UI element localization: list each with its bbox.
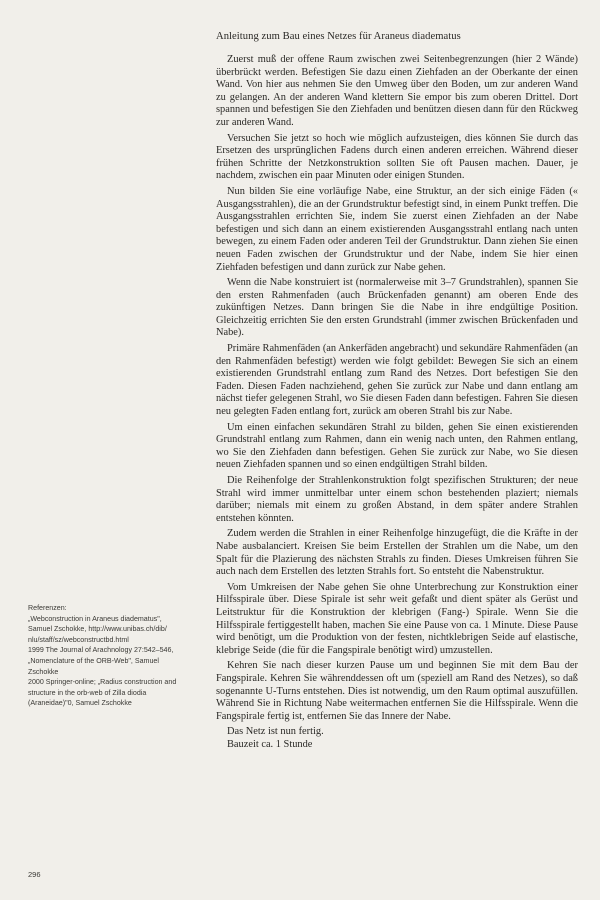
paragraph: Zudem werden die Strahlen in einer Reihenfolge hinzugefügt, die die Kräfte in der Nabe ausbalanciert. Kreisen Sie beim Erstellen der Strahlen um die Nabe, um den Spalt für die Plazierung des nächsten Strahls zu finden. Dieses Umkreisen führen Sie auch nach dem Erstellen des letzten Strahls fort. So entsteht die Nabenstruktur. [216,528,578,578]
reference-line: Referenzen: [28,604,67,612]
references [28,603,200,709]
paragraph: Das Netz ist nun fertig. [227,726,324,738]
paragraph: Zuerst muß der offene Raum zwischen zwei Seitenbegrenzungen (hier 2 Wände) überbrückt werden. Befestigen Sie dazu einen Ziehfaden an der Oberkante der einen Wand. Von hier aus nehmen Sie den Umweg über den Boden, um zur anderen Wand zu gelangen. An der anderen Wand klettern Sie empor bis zum oberen Drittel. Dort spannen und befestigen Sie den Ziehfaden und benützen diesen dann für den Rückweg zur anderen Wand. [216,54,578,128]
paragraph: Primäre Rahmenfäden (an Ankerfäden angebracht) und sekundäre Rahmenfäden (an den Rahmenfäden befestigt) werden wie folgt gebildet: Bewegen Sie sich an einem existierenden Grundstrahl entlang zum Rand des Netzes. Dort befestigen Sie den Faden. Diesen Faden nachziehend, gehen Sie zurück zur Nabe und dann entlang am nächst tiefer gelegenen Strahl, wo Sie diesen Faden dann befestigen. Fahren Sie diesen neu gelegten Faden entlang fort, zurück am oberen Strahl bis zur Nabe. [216,343,578,418]
reference-line: „Nomenclature of the ORB-Web", Samuel [28,656,159,665]
body-text [216,54,578,751]
reference-line: 2000 Springer-online; „Radius construction and [28,678,177,687]
reference-line: „Webconstruction in Araneus diadematus", [28,614,162,623]
reference-line: 1999 The Journal of Arachnology 27:542–546, [28,646,174,655]
paragraph: Wenn die Nabe konstruiert ist (normalerweise mit 3–7 Grundstrahlen), spannen Sie den ersten Rahmenfaden (auch Brückenfaden genannt) am oberen Ende des zukünftigen Netzes. Dann bringen Sie die Nabe in ihre endgültige Position. Gleichzeitig errichten Sie den ersten Grundstrahl (immer zwischen Brückenfaden und Nabe). [216,277,578,339]
paragraph: Versuchen Sie jetzt so hoch wie möglich aufzusteigen, dies können Sie durch das Ersetzen des ursprünglichen Fadens durch einen anderen erreichen. Während dieser frühen Schritte der Netzkonstruktion sollten Sie oft Pausen machen. Dauer, je nachdem, zwischen ein paar Minuten oder einigen Stunden. [216,132,578,182]
paragraph: Nun bilden Sie eine vorläufige Nabe, eine Struktur, an der sich einige Fäden (« Ausgangsstrahlen), die an der Grundstruktur befestigt sind, in einem Punkt treffen. Die Ausgangsstrahlen errichten Sie, indem Sie zuerst einen Ziehfaden an der Nabe befestigen und sich dann an einem existierenden Ausgangsstrahl entlang nach unten bewegen, zu einem Faden oder anderen Teil der Grundstruktur. Dann ziehen Sie einen neuen Faden zwischen der Grundstruktur und der Nabe, indem Sie hier einen Ziehfaden befestigen und dann zurück zur Nabe gehen. [216,185,578,273]
reference-line: structure in the orb-web of Zilla diodia [28,688,147,697]
reference-line: Samuel Zschokke, http://www.unibas.ch/dib/ [28,625,167,634]
reference-line: Zschokke [28,667,59,676]
paragraph: Kehren Sie nach dieser kurzen Pause um und beginnen Sie mit dem Bau der Fangspirale. Kehren Sie währenddessen oft um (speziell am Rand des Netzes), so daß sogenannte U-Turns entstehen. Dies ist notwendig, um den Raum optimal auszufüllen. Während Sie in Richtung Nabe weitermachen entfernen Sie die Hilfsspirale. Wenn die Fangspirale fertig ist, entfernen Sie das Innere der Nabe. [216,660,578,722]
paragraph: Um einen einfachen sekundären Strahl zu bilden, gehen Sie einen existierenden Grundstrahl entlang zum Rahmen, dann ein wenig nach unten, den Rahmen entlang, wo Sie den Ziehfaden dann befestigen. Gehen Sie zurück zur Nabe, wo Sie diesen neuen Ziehfaden spannen und so einen endgültigen Strahl bilden. [216,421,578,471]
reference-line: nlu/staff/sz/webconstructbd.html [28,635,129,644]
paragraph: Bauzeit ca. 1 Stunde [227,738,313,750]
paragraph: Die Reihenfolge der Strahlenkonstruktion folgt spezifischen Strukturen; der neue Strahl wird immer unmittelbar unter einem schon bestehenden plaziert; niemals darüber; niemals mit einem zu großen Abstand, in dem später andere Strahlen entstehen könnten. [216,475,578,524]
page-number: 296 [28,870,41,879]
paragraph: Vom Umkreisen der Nabe gehen Sie ohne Unterbrechung zur Konstruktion einer Hilfsspirale über. Diese Spirale ist sehr weit gefaßt und dient später als Gerüst und Leitstruktur für die Konstruktion der klebrigen (Fang-) Spirale. Wenn Sie die Hilfsspirale fertiggestellt haben, machen Sie eine Pause von ca. 1 Minute. Diese Pause wird benötigt, um die Produktion von der festen, nichtklebrigen Seide auf elastische, klebrige Seide (die für die Fangspirale benötigt wird) umzustellen. [216,581,578,656]
page-title: Anleitung zum Bau eines Netzes für Araneus diadematus [216,31,461,42]
reference-line: (Araneidae)"0, Samuel Zschokke [28,699,132,708]
